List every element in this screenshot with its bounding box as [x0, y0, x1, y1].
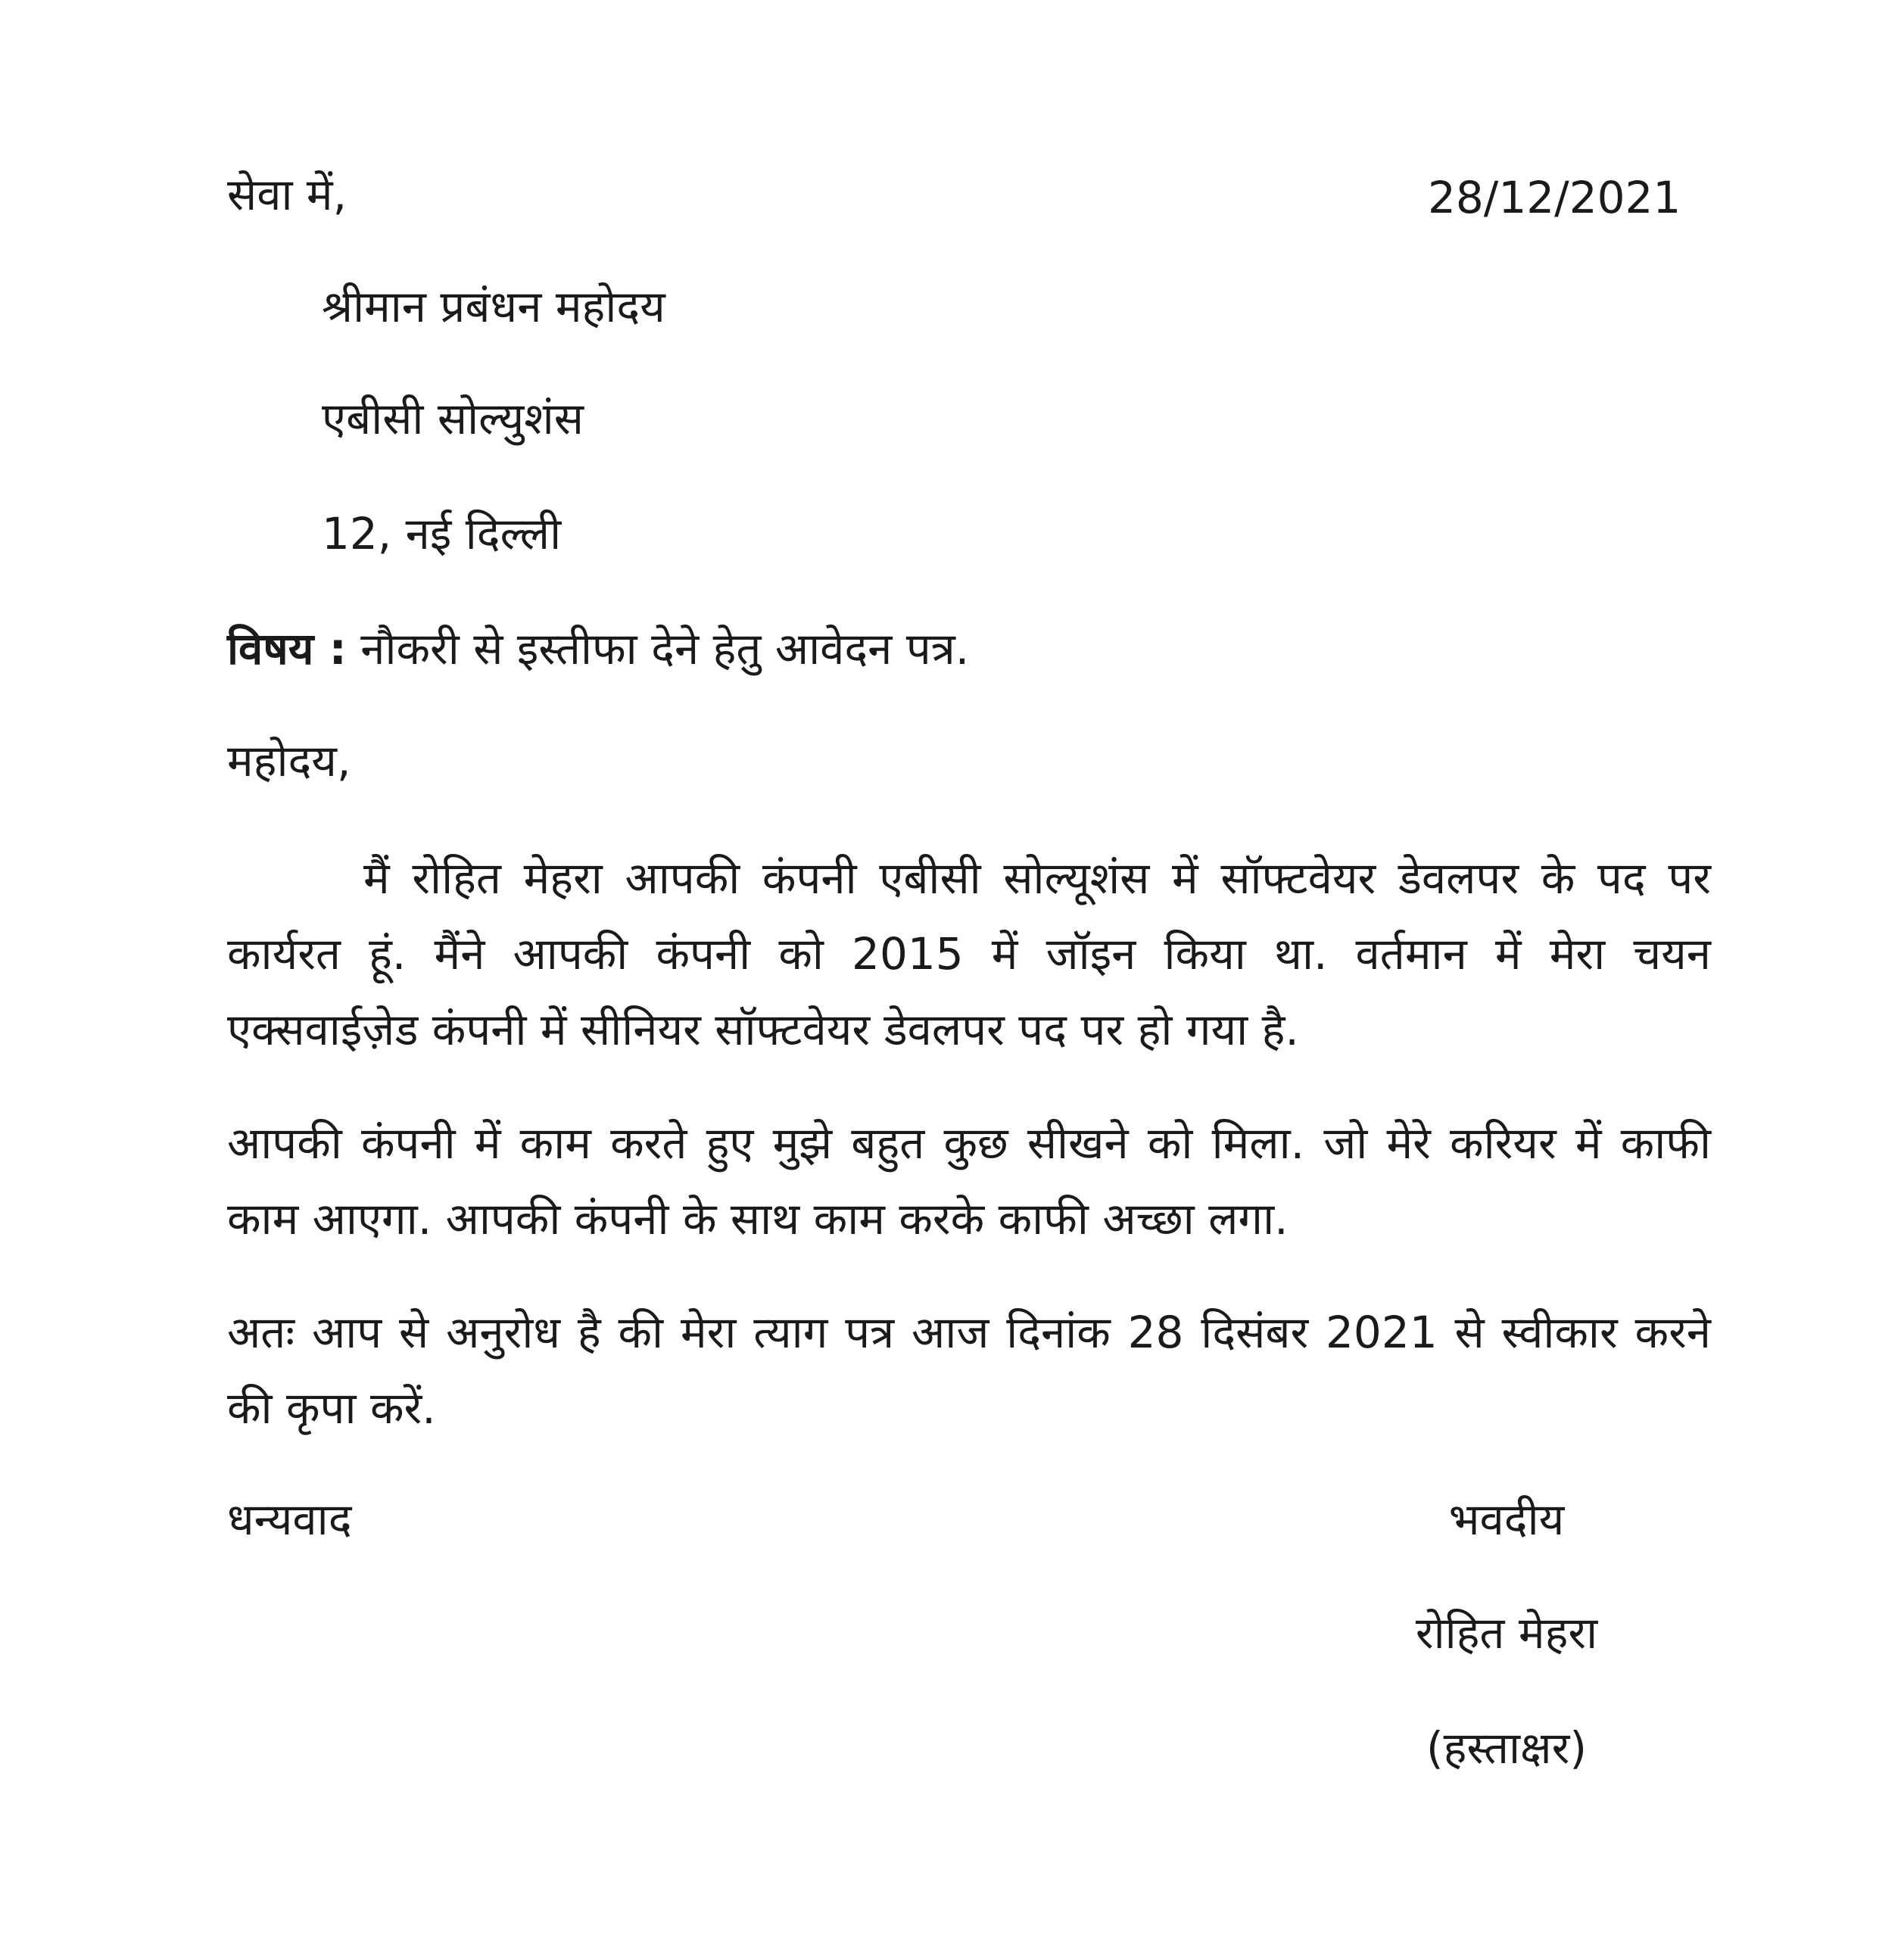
sender-name: रोहित मेहरा: [1415, 1607, 1598, 1659]
signature-label: (हस्ताक्षर): [1426, 1722, 1587, 1774]
closing: धन्यवाद: [227, 1494, 352, 1545]
body-paragraph-3: अतः आप से अनुरोध है की मेरा त्याग पत्र आज दिनांक 28 दिसंबर 2021 से स्वीकार करने की कृपा करें.: [227, 1307, 1711, 1434]
letter-date: 28/12/2021: [1428, 172, 1681, 223]
body-paragraph-1: मैं रोहित मेहरा आपकी कंपनी एबीसी सोल्यूशंस में सॉफ्टवेयर डेवलपर के पद पर कार्यरत हूं. मैंने आपकी कंपनी को 2015 में जॉइन किया था. वर्तमान में मेरा चयन एक्सवाईज़ेड कंपनी में सीनियर सॉफ्टवेयर डेवलपर पद पर हो गया है.: [227, 852, 1711, 1055]
body-paragraph-2: आपकी कंपनी में काम करते हुए मुझे बहुत कुछ सीखने को मिला. जो मेरे करियर में काफी काम आएगा. आपकी कंपनी के साथ काम करके काफी अच्छा लगा.: [227, 1117, 1711, 1245]
recipient-address: 12, नई दिल्ली: [322, 508, 562, 559]
yours-faithfully: भवदीय: [1448, 1494, 1565, 1545]
greeting: महोदय,: [227, 735, 351, 787]
subject-text: नौकरी से इस्तीफा देने हेतु आवेदन पत्र.: [346, 623, 970, 675]
subject-label: विषय :: [227, 623, 347, 675]
recipient-title: श्रीमान प्रबंधन महोदय: [322, 281, 665, 332]
recipient-company: एबीसी सोल्युशंस: [322, 393, 584, 444]
subject-line: [227, 623, 970, 675]
salutation-to: सेवा में,: [227, 169, 347, 220]
